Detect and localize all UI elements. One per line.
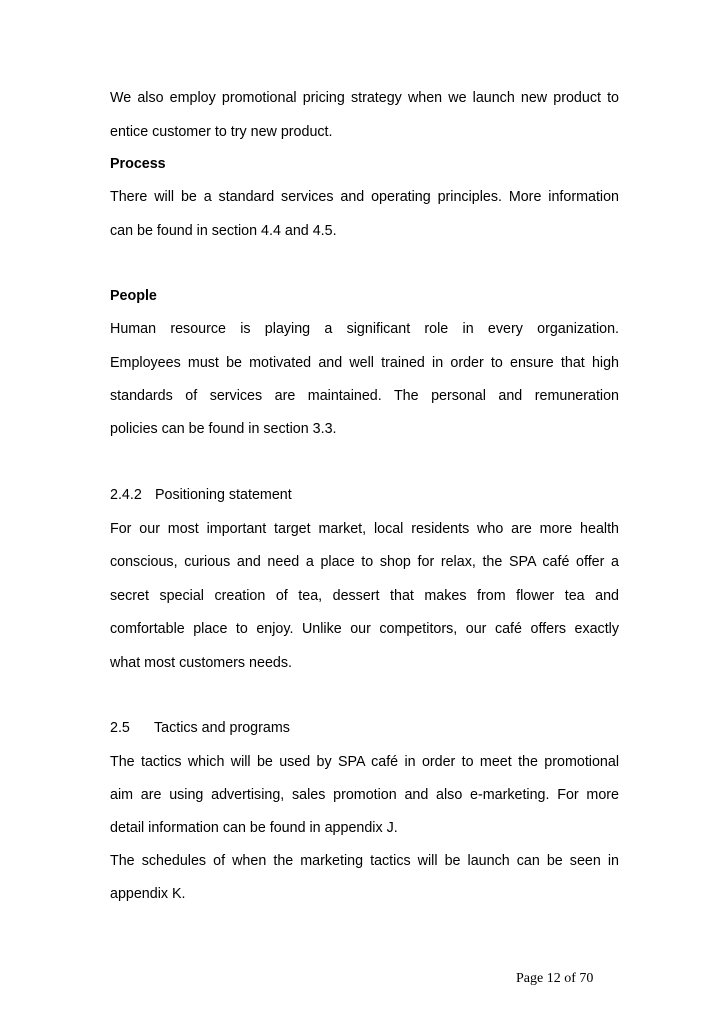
- section-number: 2.4.2: [110, 487, 142, 503]
- paragraph-positioning-line-1: For our most important target market, local residents who are more health: [110, 521, 619, 537]
- section-title: Tactics and programs: [154, 720, 290, 736]
- section-title: Positioning statement: [155, 487, 292, 503]
- section-2-5-heading: [110, 719, 619, 737]
- people-heading: People: [110, 288, 157, 304]
- paragraph-people-line-1: Human resource is playing a significant role in every organization.: [110, 321, 619, 337]
- paragraph-tactics-line-2: aim are using advertising, sales promotion and also e-marketing. For more: [110, 787, 619, 803]
- paragraph-tactics-line-3: detail information can be found in appendix J.: [110, 820, 398, 836]
- paragraph-promotional-pricing-line-1: We also employ promotional pricing strategy when we launch new product to: [110, 90, 619, 106]
- paragraph-people-line-2: Employees must be motivated and well trained in order to ensure that high: [110, 355, 619, 371]
- paragraph-schedules-line-1: The schedules of when the marketing tactics will be launch can be seen in: [110, 853, 619, 869]
- paragraph-process-line-2: can be found in section 4.4 and 4.5.: [110, 223, 337, 239]
- paragraph-positioning-line-5: what most customers needs.: [110, 655, 292, 671]
- paragraph-positioning-line-3: secret special creation of tea, dessert that makes from flower tea and: [110, 588, 619, 604]
- paragraph-people-line-4: policies can be found in section 3.3.: [110, 421, 337, 437]
- process-heading: Process: [110, 156, 166, 172]
- paragraph-schedules-line-2: appendix K.: [110, 886, 186, 902]
- paragraph-positioning-line-4: comfortable place to enjoy. Unlike our competitors, our café offers exactly: [110, 621, 619, 637]
- paragraph-process-line-1: There will be a standard services and operating principles. More information: [110, 189, 619, 205]
- paragraph-tactics-line-1: The tactics which will be used by SPA café in order to meet the promotional: [110, 754, 619, 770]
- paragraph-promotional-pricing-line-2: entice customer to try new product.: [110, 124, 333, 140]
- page-number-footer: Page 12 of 70: [516, 971, 594, 986]
- section-number: 2.5: [110, 720, 130, 736]
- paragraph-people-line-3: standards of services are maintained. The personal and remuneration: [110, 388, 619, 404]
- paragraph-positioning-line-2: conscious, curious and need a place to shop for relax, the SPA café offer a: [110, 554, 619, 570]
- section-2-4-2-heading: [110, 486, 619, 504]
